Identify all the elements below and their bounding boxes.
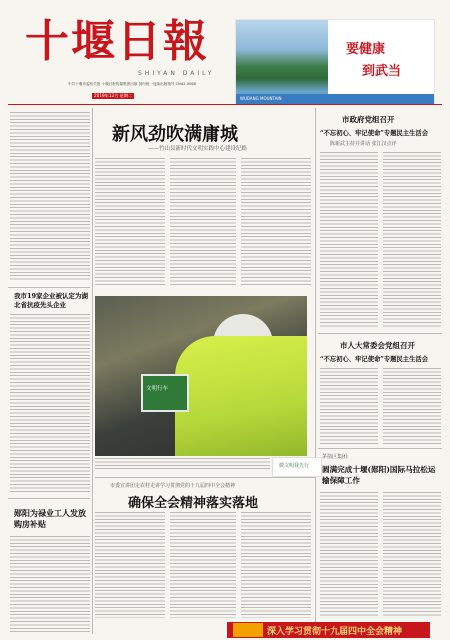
left-story1-headline[interactable]: 我市19家企业被认定为湖北省抗疫先头企业 — [14, 292, 89, 309]
left-story2-body — [10, 536, 90, 634]
right-story3-body-col2 — [383, 492, 441, 618]
right-story1-sub: 陈新武主持并讲话 张江汉点评 — [330, 141, 397, 147]
divider — [318, 333, 442, 334]
right-story1-body-col2 — [383, 152, 441, 328]
lead-body-col2 — [95, 158, 165, 286]
ad-slogan-line1: 要健康 — [346, 42, 386, 57]
photo-caption — [95, 458, 270, 470]
right-story2-body-col1 — [320, 368, 378, 444]
publication-info: 中共十堰市委机关报 十堰日报传媒集团出版 国内统一连续出版物号 CN42-0066 — [68, 82, 196, 86]
divider — [8, 498, 90, 499]
right-story3-body-col1 — [320, 492, 378, 618]
right-story1-headline[interactable]: “不忘初心、牢记使命”专题民主生活会 — [320, 130, 428, 137]
civility-logo-text: 微文明我先行 — [279, 463, 310, 469]
right-story2-headline[interactable]: “不忘初心、牢记使命”专题民主生活会 — [320, 356, 428, 363]
divider — [95, 477, 315, 478]
divider — [8, 287, 90, 288]
bottom-kicker: 市委宣讲团走农村走讲学习贯彻党的十九届四中全会精神 — [110, 483, 236, 489]
lead-body-col4 — [241, 158, 311, 286]
lead-body-col3 — [170, 158, 236, 286]
issue-date: 2019年12月 星期二 — [94, 93, 133, 98]
ad-strip: WUDANG MOUNTAIN — [236, 94, 435, 104]
right-story2-kicker: 市人大常委会党组召开 — [340, 341, 415, 350]
bottom-banner-text: 深入学习贯彻十九届四中全会精神 — [267, 627, 403, 637]
bottom-body-col1 — [95, 512, 165, 618]
flag-icon — [233, 623, 263, 637]
civility-logo — [272, 457, 322, 477]
ad-landscape-image — [236, 20, 328, 104]
left-story1-body — [10, 314, 90, 492]
masthead-rule — [8, 104, 442, 105]
lead-body-col1 — [10, 112, 90, 282]
column-divider — [92, 108, 93, 634]
bottom-body-col3 — [241, 512, 311, 618]
left-story2-headline[interactable]: 郧阳为禄业工人发放购房补贴 — [14, 508, 86, 529]
column-divider — [315, 108, 316, 634]
right-story2-body-col2 — [383, 368, 441, 444]
right-story3-kicker: 茅箭区集团: — [322, 454, 349, 460]
ad-slogan-line2: 到武当 — [362, 64, 402, 79]
bottom-headline[interactable]: 确保全会精神落实落地 — [128, 496, 259, 511]
right-story1-body-col1 — [320, 152, 378, 328]
lead-headline[interactable]: 新风劲吹满庸城 — [112, 124, 238, 145]
news-photo-traffic-officer — [95, 296, 307, 456]
officer-vest — [175, 336, 307, 456]
masthead-advertisement[interactable] — [235, 19, 435, 105]
sign-text: 文明行车 — [146, 386, 169, 392]
right-story3-headline[interactable]: 圆满完成十堰(郧阳)国际马拉松运输保障工作 — [322, 465, 436, 485]
civility-sign — [141, 374, 189, 412]
right-story1-kicker: 市政府党组召开 — [342, 115, 395, 124]
bottom-banner[interactable] — [227, 622, 430, 638]
newspaper-title: 十堰日報 — [25, 16, 209, 67]
divider — [318, 448, 442, 449]
lead-subhead: ——竹山县新时代文明实践中心建设纪略 — [148, 146, 248, 152]
newspaper-title-english: SHIYAN DAILY — [138, 70, 215, 77]
bottom-body-col2 — [170, 512, 236, 618]
